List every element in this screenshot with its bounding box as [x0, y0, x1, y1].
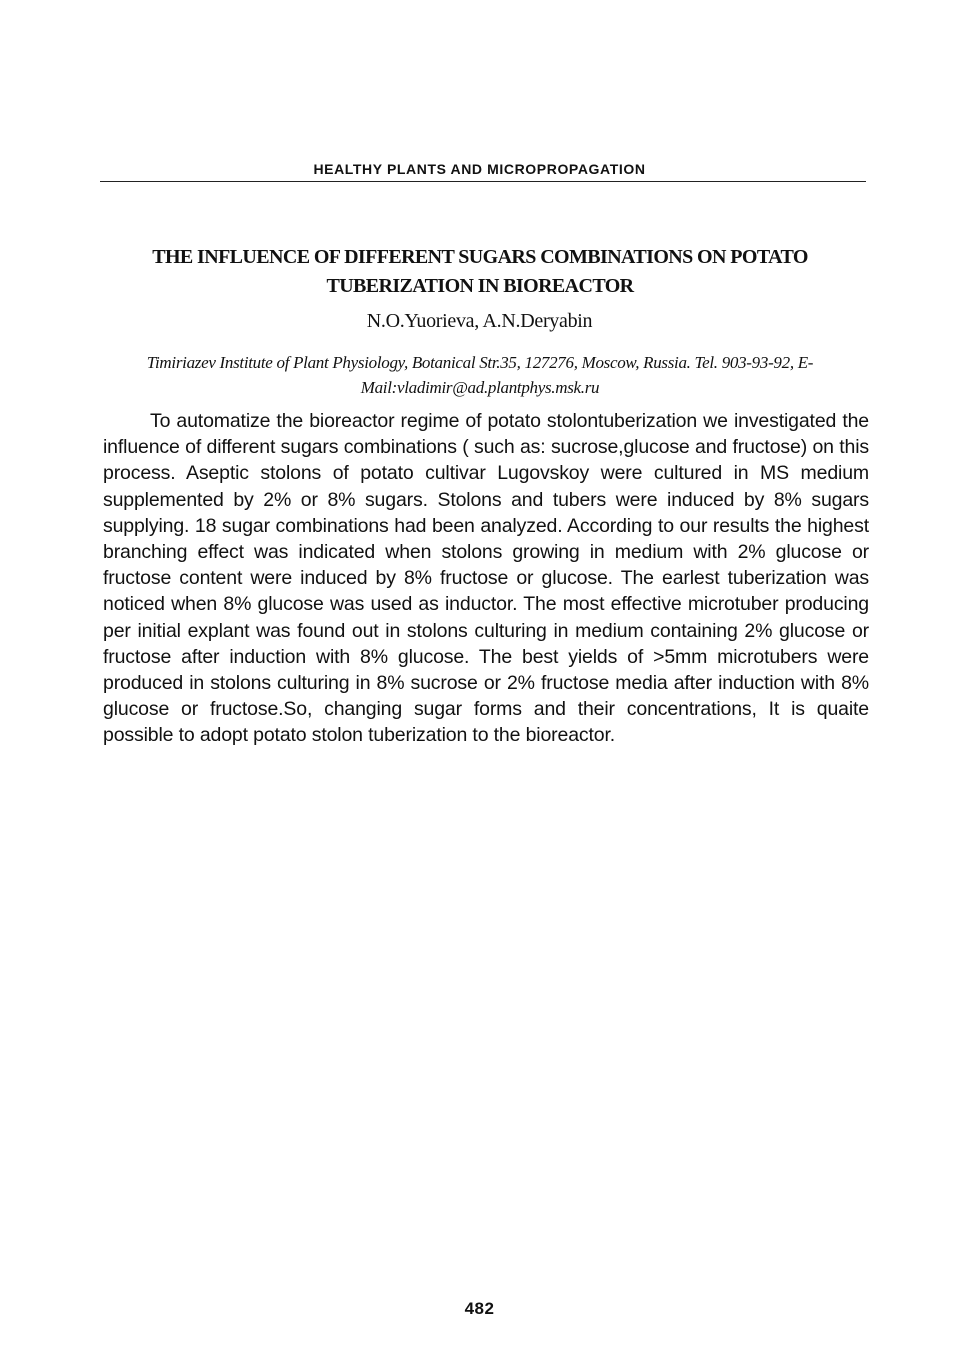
article-authors: N.O.Yuorieva, A.N.Deryabin	[366, 310, 593, 332]
page-number: 482	[464, 1299, 495, 1318]
header-rule	[100, 181, 866, 182]
author-affiliation: Timiriazev Institute of Plant Physiology, Botanical Str.35, 127276, Moscow, Russia. Tel. 903-93-92, E-Mail:vladimir@ad.plantphys.msk.ru	[146, 353, 814, 397]
running-head: HEALTHY PLANTS AND MICROPROPAGATION	[313, 161, 646, 177]
abstract-paragraph: To automatize the bioreactor regime of potato stolontuberization we investigated the influence of different sugars combinations ( such as: sucrose,glucose and fructose) on this process. Aseptic stolons of potato cultivar Lugovskoy were cultured in MS medium supplemented by 2% or 8% sugars. Stolons and tubers were induced by 8% sugars supplying. 18 sugar combinations had been analyzed. According to our results the highest branching effect was indicated when stolons growing in medium with 2% glucose or fructose content were induced by 8% fructose or glucose. The earlest tuberization was noticed when 8% glucose was used as inductor. The most effective microtuber producing per initial explant was found out in stolons culturing in medium containing 2% glucose or fructose after induction with 8% glucose. The best yields of >5mm microtubers were produced in stolons culturing in 8% sucrose or 2% fructose media after induction with 8% glucose or fructose.So, changing sugar forms and their concentrations, It is quaite possible to adopt potato stolon tuberization to the bioreactor.	[103, 410, 869, 747]
article-title: THE INFLUENCE OF DIFFERENT SUGARS COMBINATIONS ON POTATO TUBERIZATION IN BIOREACTOR	[152, 246, 808, 297]
